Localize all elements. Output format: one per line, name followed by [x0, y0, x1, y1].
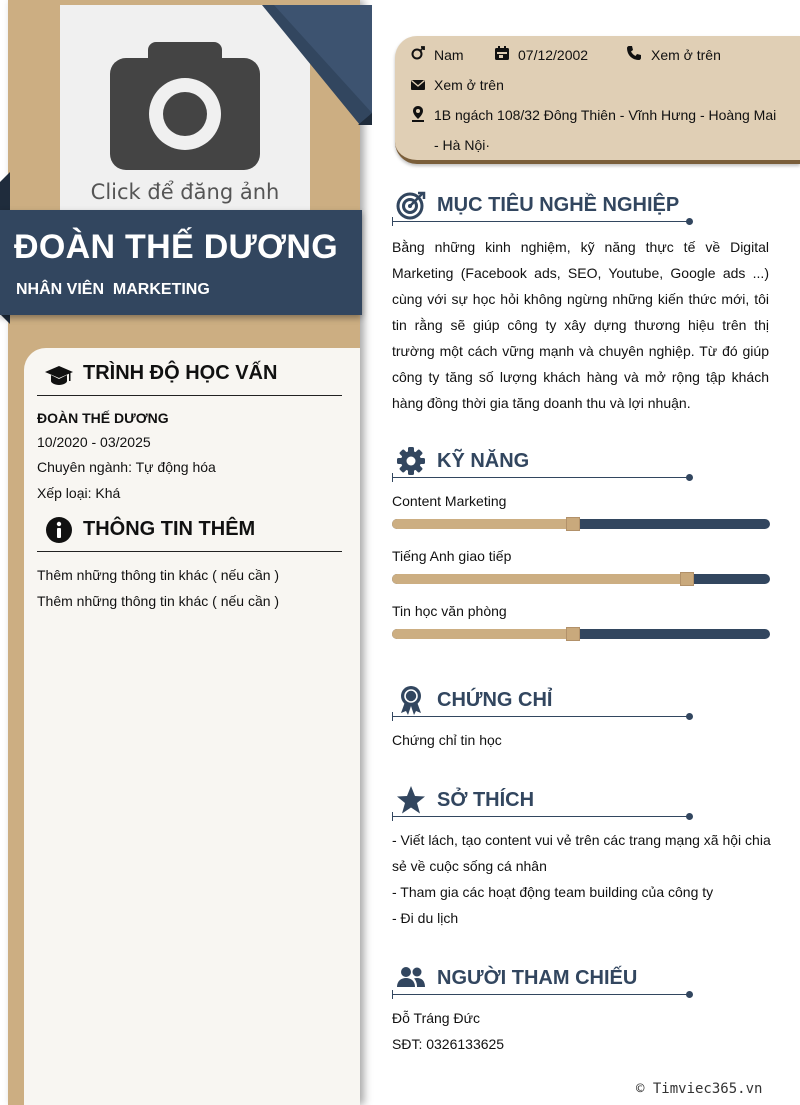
- certificate-item: Chứng chỉ tin học: [392, 732, 502, 748]
- skill-bar-knob: [566, 517, 580, 531]
- certificates-heading: [392, 685, 692, 719]
- hobby-item: - Viết lách, tạo content vui vẻ trên các trang mạng xã hội chia sẻ về cuộc sống cá nhân: [392, 832, 771, 874]
- camera-icon: [110, 42, 260, 170]
- job-title: NHÂN VIÊN MARKETING: [16, 281, 210, 298]
- contact-phone: Xem ở trên: [651, 47, 721, 63]
- skill-bar: [392, 629, 770, 639]
- extra-info-heading: [37, 510, 342, 552]
- hobby-item: - Tham gia các hoạt động team building của công ty: [392, 884, 714, 900]
- skills-heading-label: KỸ NĂNG: [437, 450, 530, 472]
- graduation-cap-icon: [45, 360, 73, 388]
- objective-heading-label: MỤC TIÊU NGHỀ NGHIỆP: [437, 194, 680, 216]
- contact-address: 1B ngách 108/32 Đông Thiên - Vĩnh Hưng - Hoàng Mai: [434, 107, 777, 123]
- location-pin-icon: [410, 106, 426, 122]
- info-icon: [45, 516, 73, 544]
- upload-photo-caption[interactable]: Click để đăng ảnh: [90, 180, 280, 204]
- education-school: ĐOÀN THẾ DƯƠNG: [37, 410, 169, 426]
- skill-label: Content Marketing: [392, 493, 507, 509]
- contact-birthdate: 07/12/2002: [518, 47, 589, 63]
- extra-info-line: Thêm những thông tin khác ( nếu cần ): [37, 593, 280, 609]
- extra-info-line: Thêm những thông tin khác ( nếu cần ): [37, 567, 280, 583]
- skill-bar: [392, 519, 770, 529]
- gear-icon: [396, 446, 426, 476]
- skill-bar-knob: [680, 572, 694, 586]
- skill-bar-fill: [392, 574, 687, 584]
- phone-icon: [626, 45, 642, 61]
- education-heading: [37, 354, 342, 396]
- references-heading-label: NGƯỜI THAM CHIẾU: [437, 967, 638, 989]
- calendar-icon: [494, 45, 510, 61]
- reference-phone: SĐT: 0326133625: [392, 1036, 505, 1052]
- corner-ribbon-decoration: [262, 5, 372, 125]
- education-grade: Xếp loại: Khá: [37, 485, 121, 501]
- skill-bar-knob: [566, 627, 580, 641]
- skill-label: Tiếng Anh giao tiếp: [392, 548, 512, 564]
- users-icon: [396, 963, 426, 993]
- certificates-heading-label: CHỨNG CHỈ: [437, 689, 553, 711]
- email-icon: [410, 77, 426, 93]
- skill-bar-fill: [392, 519, 573, 529]
- target-icon: [396, 190, 426, 220]
- copyright-footer: © Timviec365.vn: [636, 1081, 763, 1097]
- hobby-item: - Đi du lịch: [392, 910, 459, 926]
- hobbies-heading-label: SỞ THÍCH: [437, 789, 535, 811]
- education-heading-label: TRÌNH ĐỘ HỌC VẤN: [83, 362, 278, 384]
- gender-icon: [410, 46, 426, 62]
- contact-gender: Nam: [434, 47, 464, 63]
- education-period: 10/2020 - 03/2025: [37, 434, 151, 450]
- award-ribbon-icon: [396, 685, 426, 715]
- contact-email: Xem ở trên: [434, 77, 504, 93]
- reference-name: Đỗ Tráng Đức: [392, 1010, 480, 1026]
- extra-info-heading-label: THÔNG TIN THÊM: [83, 518, 256, 540]
- hobbies-heading: [392, 785, 692, 819]
- objective-heading: [392, 190, 692, 224]
- skill-bar-fill: [392, 629, 573, 639]
- skill-label: Tin học văn phòng: [392, 603, 507, 619]
- star-icon: [396, 785, 426, 815]
- skill-bar: [392, 574, 770, 584]
- candidate-name: ĐOÀN THẾ DƯƠNG: [14, 228, 338, 266]
- skills-heading: [392, 446, 692, 480]
- contact-address-continued: - Hà Nội·: [434, 137, 491, 153]
- education-major: Chuyên ngành: Tự động hóa: [37, 459, 216, 475]
- objective-text: Bằng những kinh nghiệm, kỹ năng thực tế về Digital Marketing (Facebook ads, SEO, Youtube, Google ads ...) cùng với sự học hỏi không ngừng những kiến thức mới, tôi tin rằng sẽ giúp công ty xây dựng thương hiệu trên thị trường một cách vững mạnh và chuyên nghiệp. Từ đó giúp công ty tăng số lượng khách hàng và mở rộng tập khách hàng đồng thời gia tăng doanh thu và lợi nhuận.: [392, 239, 769, 411]
- references-heading: [392, 963, 692, 997]
